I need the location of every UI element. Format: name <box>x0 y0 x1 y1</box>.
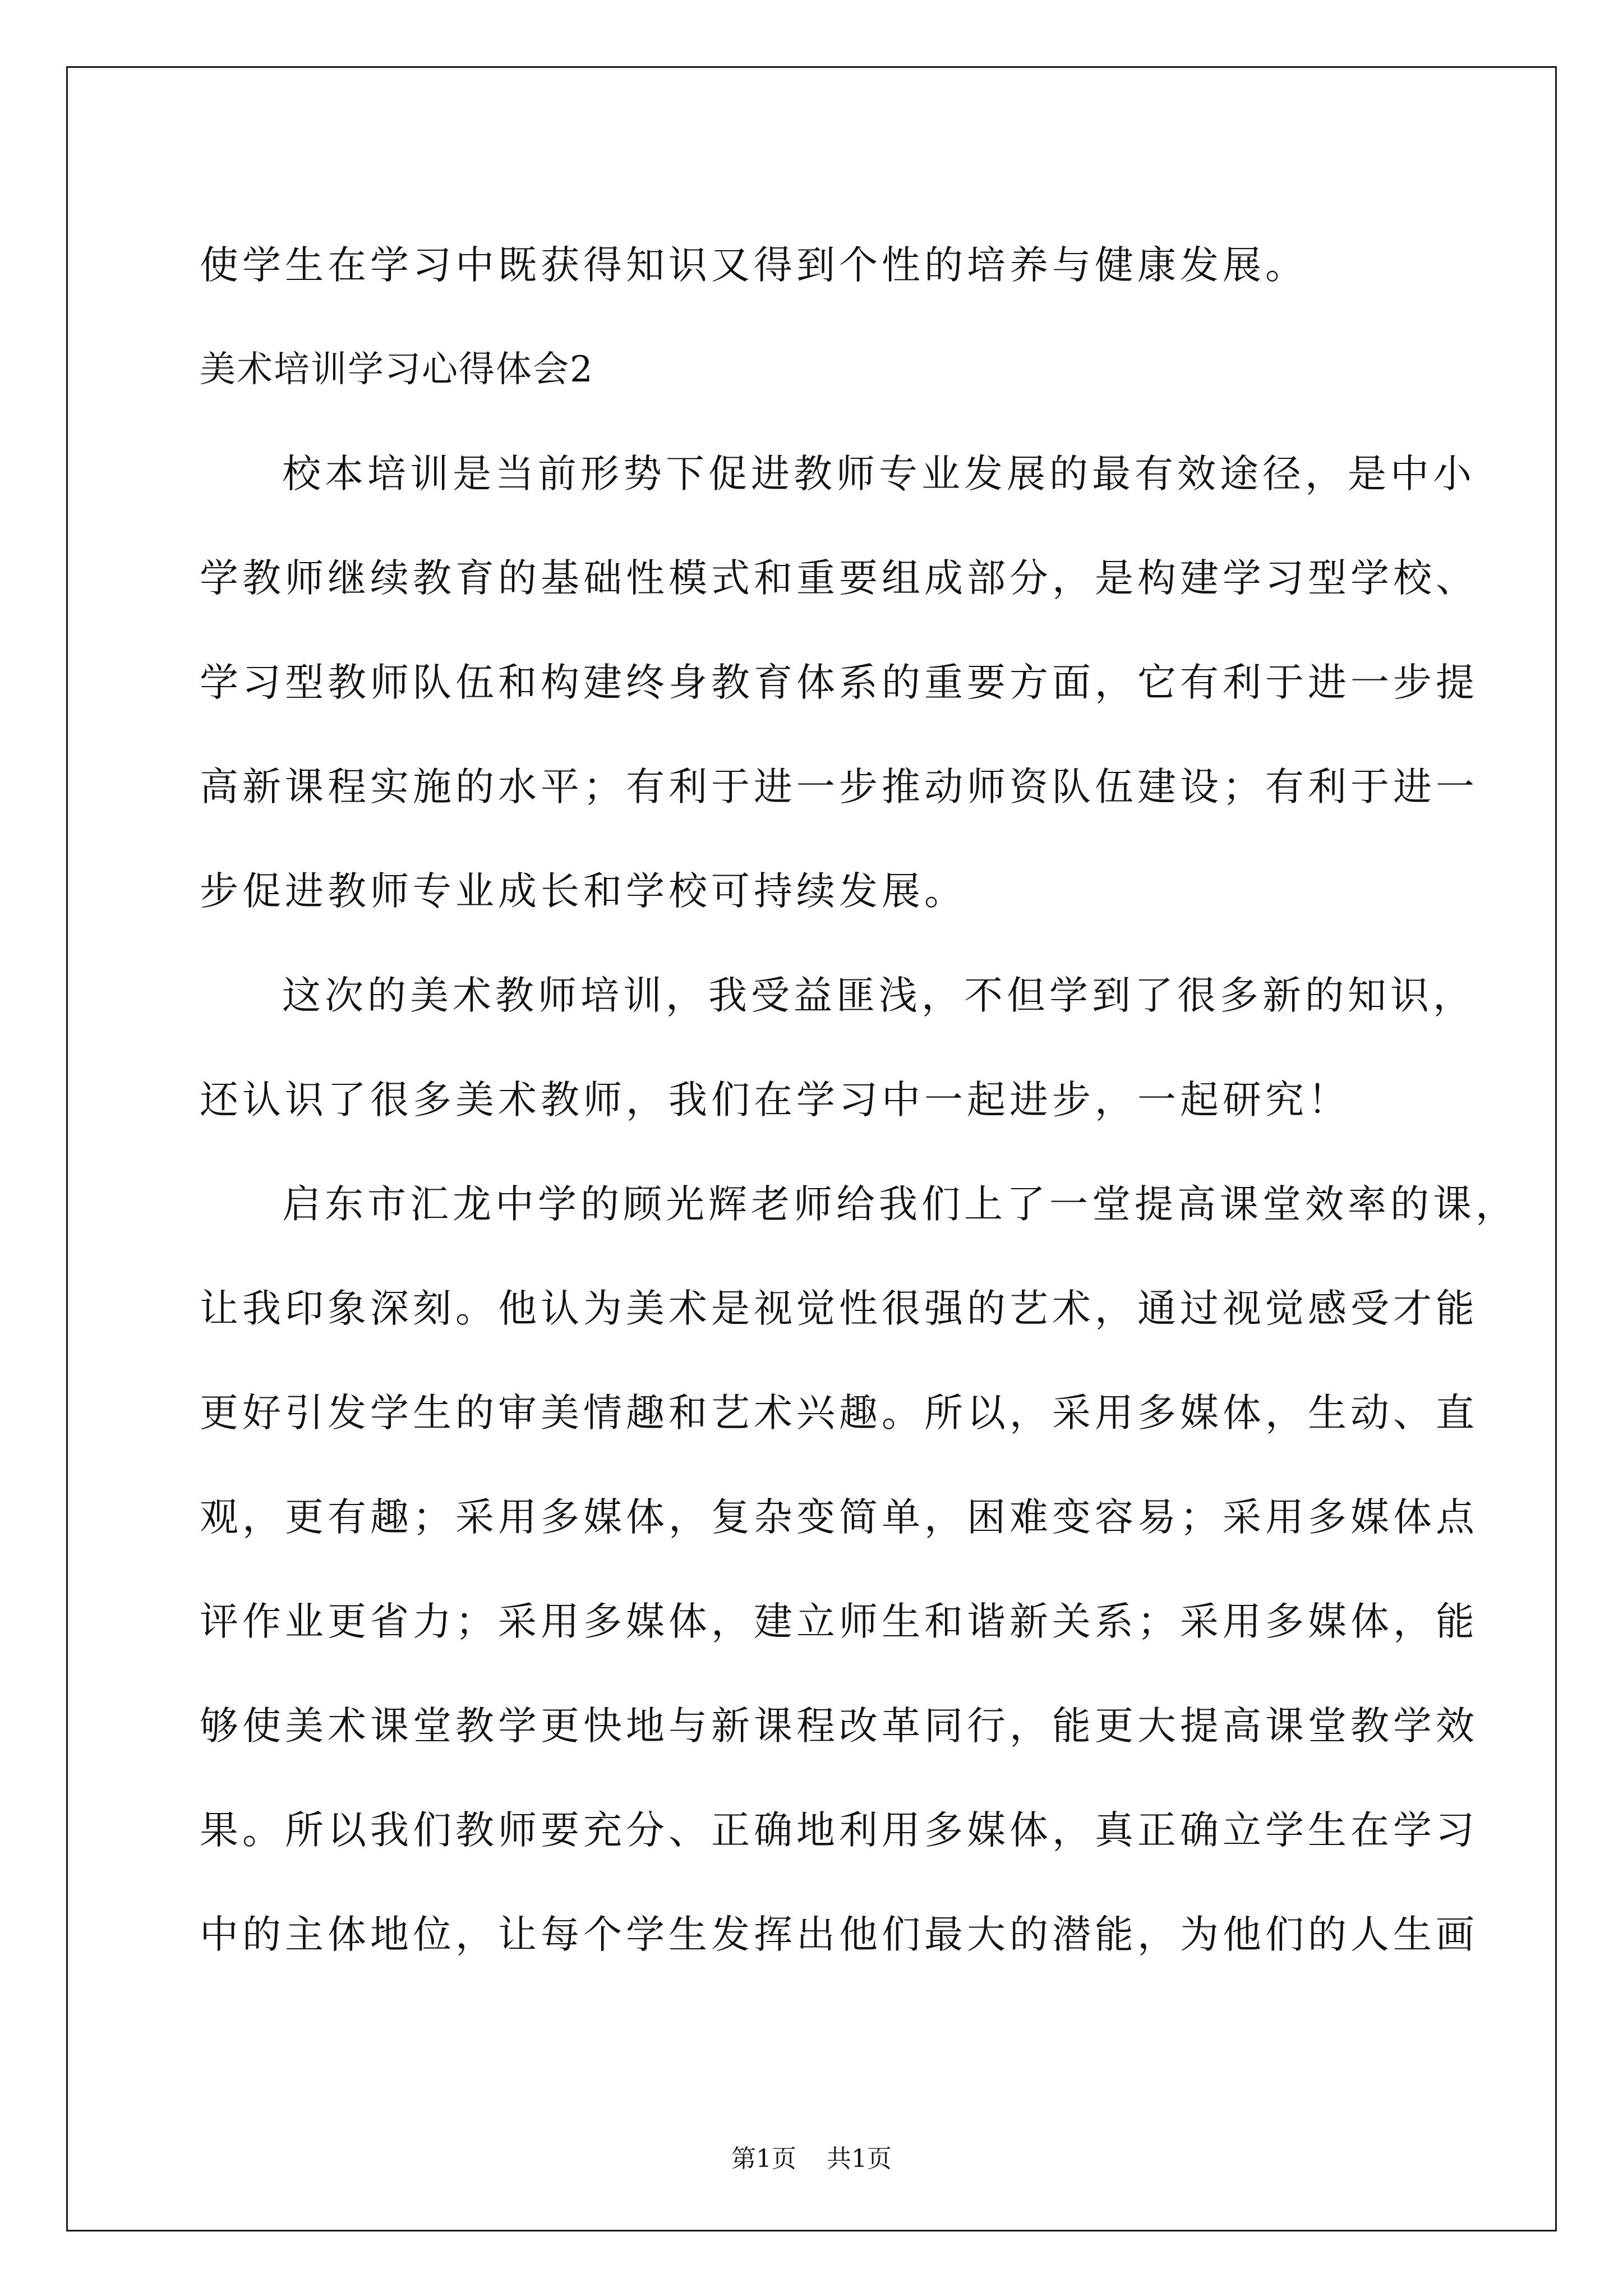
text-line: 学习型教师队伍和构建终身教育体系的重要方面，它有利于进一步提 <box>200 660 1478 705</box>
text-line: 高新课程实施的水平；有利于进一步推动师资队伍建设；有利于进一 <box>200 765 1478 809</box>
text-line: 够使美术课堂教学更快地与新课程改革同行，能更大提高课堂教学效 <box>200 1704 1478 1749</box>
text-line: 校本培训是当前形势下促进教师专业发展的最有效途径，是中小 <box>282 452 1476 496</box>
text-line: 观，更有趣；采用多媒体，复杂变简单，困难变容易；采用多媒体点 <box>200 1495 1478 1540</box>
text-line: 启东市汇龙中学的顾光辉老师给我们上了一堂提高课堂效率的课， <box>282 1182 1518 1227</box>
text-line: 步促进教师专业成长和学校可持续发展。 <box>200 869 967 914</box>
text-line: 让我印象深刻。他认为美术是视觉性很强的艺术，通过视觉感受才能 <box>200 1286 1478 1331</box>
text-line: 果。所以我们教师要充分、正确地利用多媒体，真正确立学生在学习 <box>200 1808 1478 1853</box>
text-line: 中的主体地位，让每个学生发挥出他们最大的潜能，为他们的人生画 <box>200 1912 1478 1957</box>
page-number: 第1页 <box>731 2145 796 2173</box>
page-total: 共1页 <box>827 2145 892 2173</box>
document-body <box>200 213 1518 1987</box>
page-footer <box>0 2138 1623 2174</box>
text-line: 更好引发学生的审美情趣和艺术兴趣。所以，采用多媒体，生动、直 <box>200 1391 1478 1435</box>
text-line: 学教师继续教育的基础性模式和重要组成部分，是构建学习型学校、 <box>200 556 1478 601</box>
text-line: 还认识了很多美术教师，我们在学习中一起进步，一起研究！ <box>200 1078 1350 1122</box>
text-line: 评作业更省力；采用多媒体，建立师生和谐新关系；采用多媒体，能 <box>200 1599 1478 1644</box>
text-line: 这次的美术教师培训，我受益匪浅，不但学到了很多新的知识， <box>282 973 1476 1018</box>
section-heading: 美术培训学习心得体会2 <box>200 349 594 390</box>
text-line: 使学生在学习中既获得知识又得到个性的培养与健康发展。 <box>200 243 1308 288</box>
